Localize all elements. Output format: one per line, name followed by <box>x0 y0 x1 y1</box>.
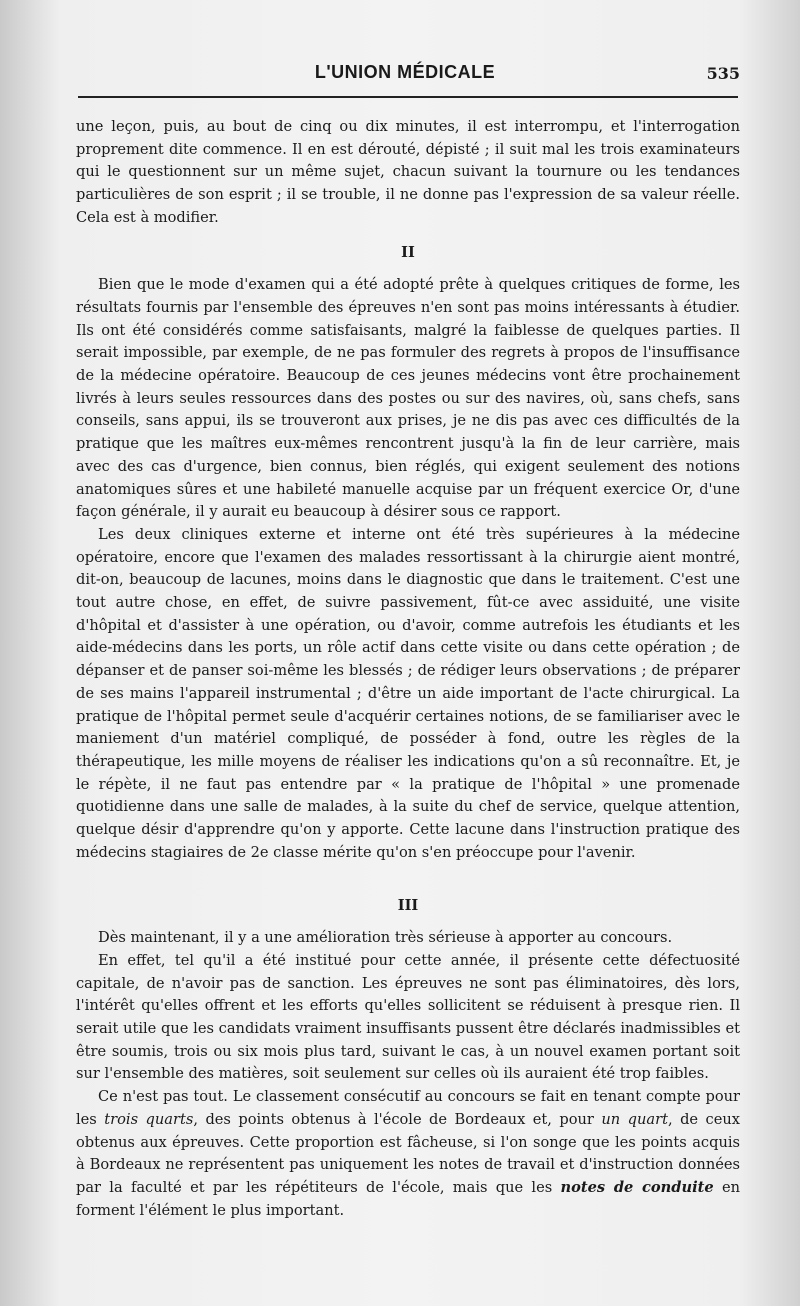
paragraph-6-italic-notes-de-conduite: notes de conduite <box>560 1178 714 1196</box>
header-rule <box>78 96 738 98</box>
section-heading-3: III <box>397 896 419 914</box>
spacer <box>76 865 740 883</box>
paragraph-6 <box>76 1086 740 1222</box>
article-body <box>76 116 740 1222</box>
journal-title: L'UNION MÉDICALE <box>314 62 496 82</box>
paragraph-4: Dès maintenant, il y a une amélioration très sérieuse à apporter au concours. <box>98 929 673 947</box>
paragraph-3: Les deux cliniques externe et interne ont été très supérieures à la médecine opératoire, encore que l'examen des malades ressortissant à la chirurgie aient montré, dit-on, beaucoup de lacunes, moins dans le diagnostic que dans le traitement. C'est une tout autre chose, en effet, de suivre passivement, fût-ce avec assiduité, une visite d'hôpital et d'assister à une opération, ou d'avoir, comme autrefois les étudiants et les aide-médecins dans les ports, un rôle actif dans cette visite ou dans cette opération ; de dépanser et de panser soi-même les blessés ; de rédiger leurs observations ; de préparer de ses mains l'appareil instrumental ; d'être un aide important de l'acte chirurgical. La pratique de l'hôpital permet seule d'acquérir certaines notions, de se familiariser avec le maniement d'un matériel compliqué, de posséder à fond, outre les règles de la thérapeutique, les mille moyens de réaliser les indications qu'on a sû reconnaître. Et, je le répète, il ne faut pas entendre par « la pratique de l'hôpital » une promenade quotidienne dans une salle de malades, à la suite du chef de service, quelque attention, quelque désir d'apprendre qu'on y apporte. Cette lacune dans l'instruction pratique des médecins stagiaires de 2e classe mérite qu'on s'en préoccupe pour l'avenir. <box>76 525 740 861</box>
paragraph-6-text-a: Ce n'est pas tout. Le classement consécutif au concours se fait en tenant compte pour les <box>76 1088 740 1128</box>
paragraph-6-italic-trois-quarts: trois quarts <box>104 1110 194 1128</box>
paragraph-2: Bien que le mode d'examen qui a été adopté prête à quelques critiques de forme, les résultats fournis par l'ensemble des épreuves n'en sont pas moins intéressants à étudier. Ils ont été considérés comme satisfaisants, malgré la faiblesse de quelques parties. Il serait impossible, par exemple, de ne pas formuler des regrets à propos de l'insuffisance de la médecine opératoire. Beaucoup de ces jeunes médecins vont être prochainement livrés à leurs seules ressources dans des postes ou sur des navires, où, sans chefs, sans conseils, sans appui, ils se trouveront aux prises, je ne dis pas avec ces difficultés de la pratique que les maîtres eux-mêmes rencontrent jusqu'à la fin de leur carrière, mais avec des cas d'urgence, bien connus, bien réglés, qui exigent seulement des notions anatomiques sûres et une habileté manuelle acquise par un fréquent exercice Or, d'une façon générale, il y aurait eu beaucoup à désirer sous ce rapport. <box>76 276 740 521</box>
paragraph-5: En effet, tel qu'il a été institué pour cette année, il présente cette défectuosité capitale, de n'avoir pas de sanction. Les épreuves ne sont pas éliminatoires, dès lors, l'intérêt qu'elles offrent et les efforts qu'elles sollicitent se réduisent à presque rien. Il serait utile que les candidats vraiment insuffisants pussent être déclarés inadmissibles et être soumis, trois ou six mois plus tard, suivant le cas, à un nouvel examen portant soit sur l'ensemble des matières, soit seulement sur celles où ils auraient été trop faibles. <box>76 951 740 1083</box>
paragraph-6-text-d: en forment l'élément le plus important. <box>76 1178 740 1219</box>
paragraph-6-text-c: , de ceux obtenus aux épreuves. Cette proportion est fâcheuse, si l'on songe que les points acquis à Bordeaux ne représentent pas uniquement les notes de travail et d'instruction données par la faculté et par les répétiteurs de l'école, mais que les <box>76 1110 740 1196</box>
page-number: 535 <box>706 64 740 83</box>
running-header <box>70 58 740 90</box>
section-heading-2: II <box>401 243 415 261</box>
paragraph-6-text-b: , des points obtenus à l'école de Bordeaux et, pour <box>193 1110 602 1128</box>
paragraph-1: une leçon, puis, au bout de cinq ou dix minutes, il est interrompu, et l'interrogation proprement dite commence. Il en est dérouté, dépisté ; il suit mal les trois examinateurs qui le questionnent sur un même sujet, chacun suivant la tournure ou les tendances particulières de son esprit ; il se trouble, il ne donne pas l'expression de sa valeur réelle. Cela est à modifier. <box>76 118 740 226</box>
paragraph-6-italic-un-quart: un quart <box>601 1110 668 1128</box>
